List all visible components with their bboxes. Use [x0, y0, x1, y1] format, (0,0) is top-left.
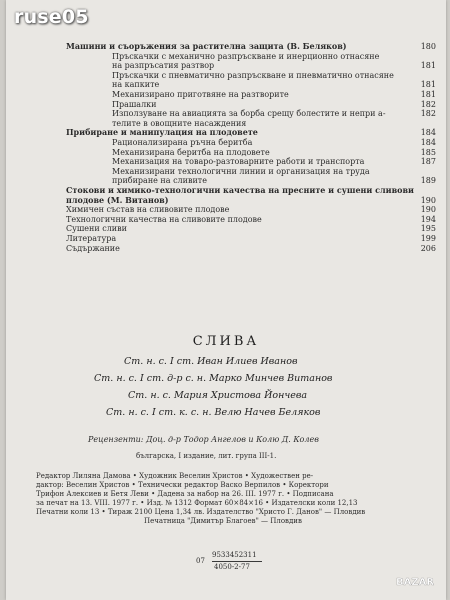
toc-entry: Механизирано приготвяне на разтворите: [112, 90, 289, 99]
toc-page-number: 182: [420, 109, 436, 119]
book-page: [6, 0, 446, 600]
toc-page-number: 182: [420, 99, 436, 109]
colophon-line-3: Трифон Алексиев и Бетя Леви • Дадена за набор на 26. III. 1977 г. • Подписана: [36, 490, 334, 498]
toc-entry: Химичен състав на сливовите плодове: [66, 205, 230, 215]
colophon-line-5: Печатни коли 13 • Тираж 2100 Цена 1,34 лв. Издателство "Христо Г. Данов" — Пловдив: [36, 508, 366, 516]
toc-page-number: 190: [420, 195, 436, 205]
toc-entry: Литература: [66, 234, 117, 243]
catalog-code-left: 07: [196, 557, 205, 565]
toc-entry: Пръскачки с механично разпръскване и инерционно отнасяне: [112, 51, 380, 61]
toc-page-number: 184: [420, 128, 436, 138]
toc-page-number: 199: [420, 234, 436, 243]
toc-entry: Пръскачки с пневматично разпръскване и пневматично отнасяне: [112, 70, 394, 80]
colophon-line-6: Печатница "Димитър Благоев" — Пловдив: [144, 517, 302, 525]
colophon-line-1: Редактор Лиляна Дамова • Художник Веселин Христов • Художествен ре-: [36, 472, 314, 480]
watermark-ruse05: ruse05: [14, 6, 89, 28]
toc-page-number: 181: [420, 80, 436, 90]
toc-page-number: 195: [420, 224, 436, 234]
toc-entry: Прибиране и манипулация на плодовете: [66, 127, 258, 138]
toc-entry: плодове (М. Витанов): [66, 194, 169, 205]
reviewers: Рецензенти: Доц. д-р Тодор Ангелов и Колю Д. Колев: [88, 435, 319, 444]
author-2: Ст. н. с. I ст. д-р с. н. Марко Минчев Витанов: [94, 373, 333, 384]
toc-page-number: 181: [420, 61, 436, 71]
toc-entry: прибиране на сливите: [112, 176, 207, 186]
toc-page-number: 184: [420, 138, 436, 147]
toc-page-number: 185: [420, 147, 436, 157]
colophon-line-4: за печат на 13. VIII. 1977 г. • Изд. № 1312 Формат 60×84×16 • Издателски коли 12,13: [36, 499, 358, 507]
toc-entry: Сушени сливи: [66, 224, 127, 234]
catalog-code-bottom: 4050-2-77: [214, 563, 250, 571]
toc-entry: Съдържание: [66, 243, 120, 253]
toc-entry: Прашалки: [112, 99, 157, 109]
colophon-line-2: дактор: Веселин Христов • Технически редактор Васко Верпилов • Коректори: [36, 481, 329, 489]
toc-entry: Стокови и химико-технологични качества на пресните и сушени сливови: [66, 185, 414, 195]
toc-page-number: 194: [420, 214, 436, 224]
code-divider: [212, 561, 262, 562]
bazar-logo: [394, 568, 438, 594]
book-title: СЛИВА: [192, 334, 260, 349]
edition-info: българска, I издание, лит. група III-1.: [136, 452, 277, 460]
author-1: Ст. н. с. I ст. Иван Илиев Иванов: [124, 356, 298, 367]
svg-text:BAZAR: BAZAR: [396, 577, 435, 588]
toc-entry: телите в овощните насаждения: [112, 118, 247, 128]
author-4: Ст. н. с. I ст. к. с. н. Велю Начев Беляков: [106, 407, 321, 418]
toc-entry: на разпръсатия разтвор: [112, 61, 215, 71]
toc-entry: Използуване на авиацията за борба срещу болестите и непри а-: [112, 109, 386, 119]
toc-page-number: 190: [420, 205, 436, 215]
toc-page-number: 181: [420, 90, 436, 99]
toc-entry: Машини и съоръжения за растителна защита (В. Беляков): [66, 41, 347, 51]
toc-page-number: 187: [420, 157, 436, 167]
catalog-code-top: 9533452311: [212, 551, 257, 559]
toc-entry: на капките: [112, 80, 160, 90]
toc-entry: Механизирани технологични линии и организация на труда: [112, 166, 370, 176]
toc-entry: Механизация на товаро-разтоварните работи и транспорта: [112, 157, 365, 167]
toc-page-number: 206: [420, 243, 436, 253]
toc-entry: Механизирана беритба на плодовете: [112, 147, 270, 157]
toc-page-number: 180: [420, 42, 436, 51]
toc-entry: Рационализирана ръчна беритба: [112, 138, 253, 147]
toc-page-number: 189: [420, 176, 436, 186]
author-3: Ст. н. с. Мария Христова Йончева: [128, 390, 308, 401]
toc-entry: Технологични качества на сливовите плодове: [66, 214, 262, 224]
